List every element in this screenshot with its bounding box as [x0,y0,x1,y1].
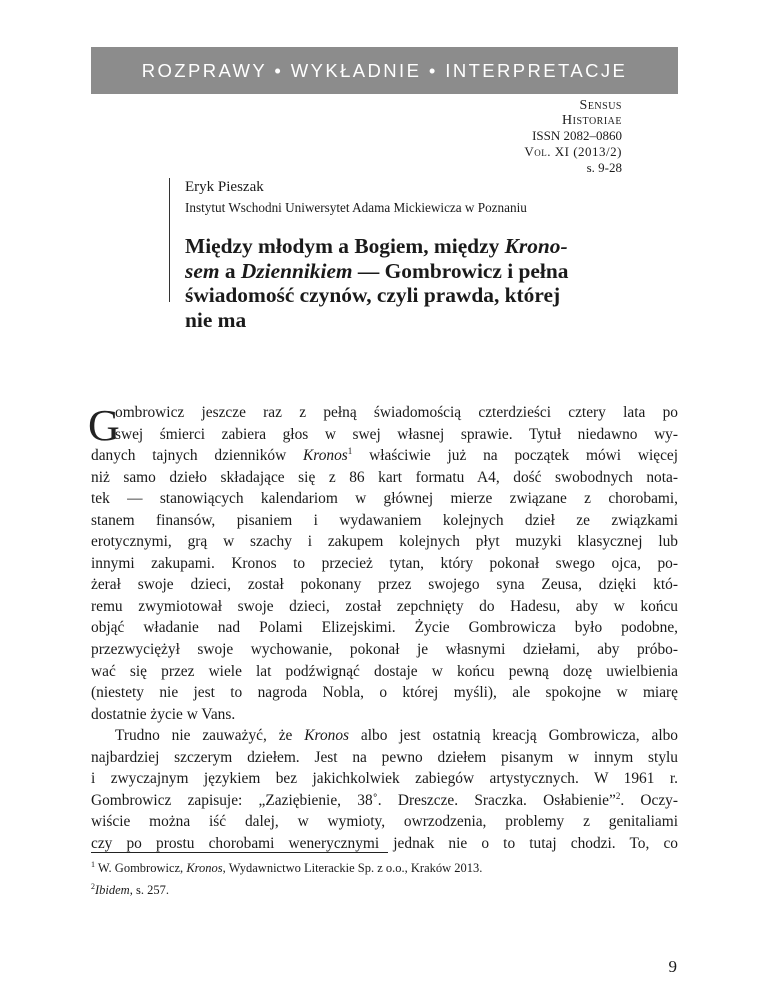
italic-title-kronos: Kronos [304,727,350,745]
page-number: 9 [668,957,677,976]
author-affiliation: Instytut Wschodni Uniwersytet Adama Mickiewicza w Poznaniu [185,200,527,215]
body-line: swej śmierci zabiera głos w swej własnej sprawie. Tytuł niedawno wy- [115,425,678,443]
journal-info [524,98,622,176]
body-line: objąć władanie nad Polami Elizejskimi. Życie Gombrowicza było podobne, [91,619,678,637]
footnote-ref: 1 [347,445,353,456]
footnote-2: $^2$Ibidem, s. 257. [91,881,169,897]
body-line: wać się przez wiele lat podźwignąć dostaje w końcu pewną dozę uwielbienia [91,662,678,680]
title-text: świadomość czynów, czyli prawda, której [185,283,561,307]
body-line: ombrowicz jeszcze raz z pełną świadomością czterdzieści cztery lata po [115,404,678,421]
section-banner [91,47,678,94]
title-italic: Krono- [504,234,568,258]
author-name: Eryk Pieszak [185,179,264,195]
footnote-ref: 2 [615,790,621,801]
body-line: erotycznymi, grą w szachy i zakupem kolejnych płyt muzyki klasycznej lub [91,533,678,551]
journal-name-line1: Sensus [579,98,622,113]
journal-issn: ISSN 2082–0860 [532,128,622,143]
journal-pages: s. 9-28 [586,160,622,175]
title-text: a [219,258,241,283]
section-banner-text: ROZPRAWY • WYKŁADNIE • INTERPRETACJE [141,60,628,81]
body-line: przezwyciężył swoje wychowanie, pokonał je własnymi dziełami, aby próbo- [91,641,678,659]
body-line: żerał swoje dzieci, został pokonany przez swojego syna Zeusa, dzięki któ- [91,576,678,594]
journal-name-line2: Historiae [562,113,622,128]
article-body [91,402,678,854]
body-line: i zwyczajnym językiem bez jakichkolwiek zabiegów artystycznych. W 1961 r. [91,770,678,788]
body-line: (niestety nie jest to nagroda Nobla, o której myśli), ale spokojne w miarę [91,684,678,702]
body-line: Gombrowicz zapisuje: „Zaziębienie, 38˚. Dreszcze. Sraczka. Osłabienie”$^2$. Oczy- [91,790,679,809]
article-title [185,234,665,332]
title-text: — Gombrowicz i pełna [352,258,569,283]
body-line: niż samo dzieło składające się z 86 kart formatu A4, dość swobodnych nota- [91,468,678,486]
title-italic: sem [185,258,220,283]
italic-title-kronos: Kronos [303,447,348,465]
title-text: Między młodym a Bogiem, między [185,234,505,258]
title-rule [169,178,170,302]
body-line: danych tajnych dzienników Kronos$^1$ właściwie już na początek mówi więcej [91,445,679,465]
journal-volume: Vol. XI (2013/2) [524,144,622,159]
body-line: stanem finansów, pisaniem i wydawaniem kolejnych dzieł ze związkami [91,511,678,529]
title-italic: Dziennikiem [240,258,353,283]
body-line: czy po prostu chorobami wenerycznymi jednak nie o to tutaj chodzi. To, co [91,834,678,852]
footnote-1: $^1$ W. Gombrowicz, Kronos, Wydawnictwo Literackie Sp. z o.o., Kraków 2013. [91,859,483,875]
drop-cap: G [88,401,120,450]
body-line: wiście można iść dalej, w wymioty, owrzodzenia, problemy z genitaliami [91,813,678,831]
body-line: najbardziej szczerym dziełem. Jest na pewno dziełem pisanym w innym stylu [91,748,678,766]
body-line: dostatnie życie w Vans. [91,705,236,723]
title-text: nie ma [185,307,247,332]
body-line: innymi zakupami. Kronos to przecież tytan, który pokonał swego ojca, po- [91,554,678,572]
body-line: tek — stanowiących kalendariom w głównej mierze związane z chorobami, [91,490,678,508]
body-line: Trudno nie zauważyć, że Kronos albo jest ostatnią kreacją Gombrowicza, albo [115,727,678,745]
footnote-rule [91,852,388,853]
body-line: remu zwymiotował swoje dzieci, został zepchnięty do Hadesu, aby w końcu [91,597,678,615]
